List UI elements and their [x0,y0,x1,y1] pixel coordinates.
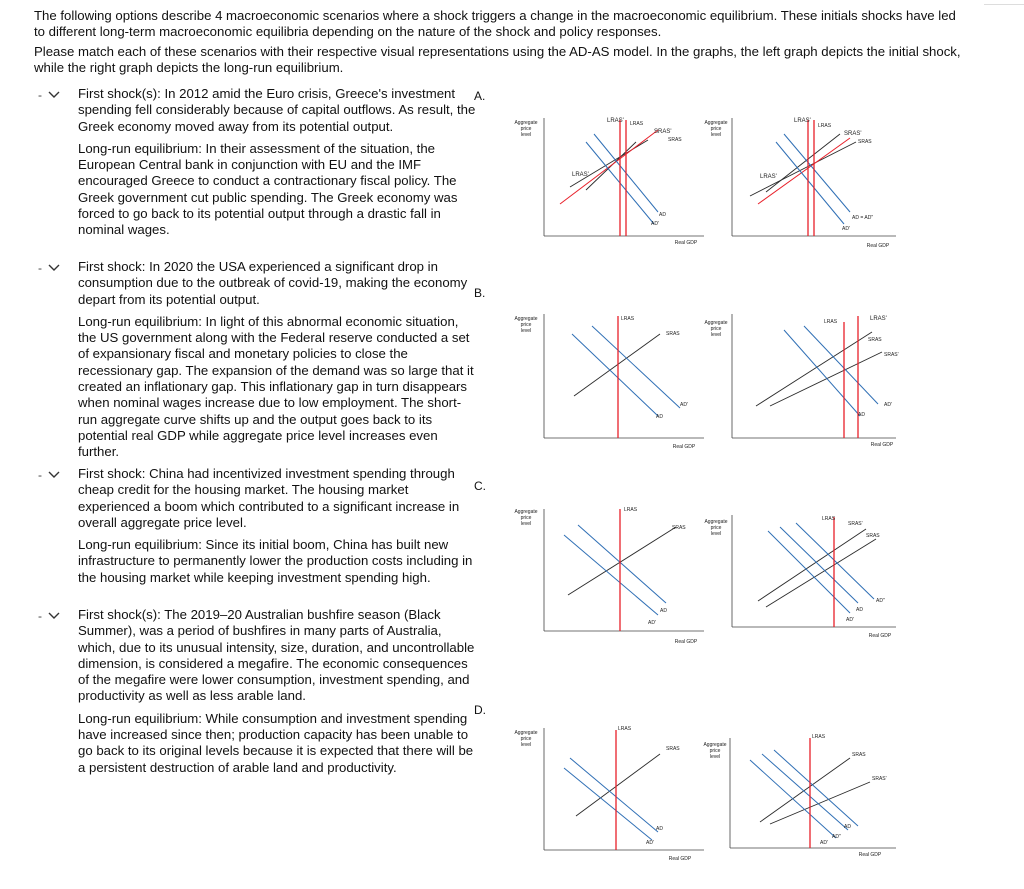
label-ad-prime: AD' [846,617,854,623]
y-axis-label-price: price [520,322,532,328]
y-axis-label-price: price [709,748,721,754]
y-axis-label-aggregate: Aggregate [514,120,538,126]
question-shock-text: First shock: China had incentivized investment spending through cheap credit for the housing market. The housing market experienced a boom which contributed to a significant increase in overall aggregate price level. [78,466,460,530]
x-axis-label: Real GDP [672,444,696,450]
sras-line [766,539,876,607]
top-right-edge [984,0,1024,5]
ad-prime-line [776,142,844,224]
label-sras: SRAS [666,331,680,337]
intro-paragraph-1: The following options describe 4 macroeconomic scenarios where a shock triggers a change in the macroeconomic equilibrium. These initials shocks have led to different long-term macroeconomic equilibria depending on the nature of the shock and policy responses. [34,8,956,39]
label-sras: SRAS [852,752,866,758]
option-label-d: D. [474,703,486,717]
label-sras: SRAS [672,525,686,531]
y-axis-label-level: level [709,754,721,760]
option-a-graph-left [508,112,708,247]
ad-line [768,531,850,613]
option-a-graph-right [700,112,900,254]
label-ad: AD [856,607,863,613]
label-ad-prime: AD' [648,620,656,626]
select-value: - [38,468,42,482]
question-longrun-text: Long-run equilibrium: While consumption and investment spending have increased since then; production capacity has been unable to go back to its original levels because it is expected that there will be a persistent destruction of arable land and productivity. [78,710,474,775]
option-label-b: B. [474,286,486,300]
label-lras-prime: LRAS' [794,118,811,124]
label-lras: LRAS [630,121,644,127]
option-c-graph-left [508,503,708,648]
label-sras: SRAS [858,139,872,145]
label-ad: AD [656,826,663,832]
label-lras: LRAS [621,316,635,322]
label-lras: LRAS [822,516,836,522]
sras-line-2 [570,140,648,187]
axes [544,118,704,236]
chevron-down-icon [48,612,60,620]
sras-prime-line [770,352,882,406]
label-ad-prime: AD' [842,226,850,232]
ad-double-prime-line [796,523,874,599]
y-axis-label-level: level [710,531,722,537]
axes [544,728,704,850]
option-d-graph-left [508,720,708,865]
y-axis-label-level: level [520,328,532,334]
select-value: - [38,88,42,102]
y-axis-label-price: price [520,126,532,132]
y-axis-label-aggregate: Aggregate [704,519,728,525]
y-axis-label-aggregate: Aggregate [514,730,538,736]
label-ad-equals: AD = AD'' [852,215,874,221]
question-shock-text: First shock(s): In 2012 amid the Euro crisis, Greece's investment spending fell considerably because of capital outflows. As result, the Greek economy moved away from its potential output. [78,86,476,134]
sras-prime-line [770,782,870,824]
label-ad: AD [659,212,666,218]
label-lras-prime-left: LRAS' [760,174,777,180]
option-b-graph-left [508,308,708,453]
label-lras: LRAS [824,319,838,325]
answer-select-1[interactable] [38,88,60,102]
y-axis-label-level: level [710,332,722,338]
chevron-down-icon [48,264,60,272]
y-axis-label-price: price [710,126,722,132]
axes [732,515,896,627]
label-ad: AD [844,824,851,830]
sras-line [576,754,660,816]
sras-line-2 [750,142,856,196]
x-axis-label: Real GDP [866,243,890,249]
label-lras-prime: LRAS' [607,118,624,124]
x-axis-label: Real GDP [870,442,894,448]
y-axis-label-level: level [520,132,532,138]
answer-select-4[interactable] [38,609,60,623]
x-axis-label: Real GDP [668,856,692,862]
y-axis-label-aggregate: Aggregate [514,316,538,322]
label-sras: SRAS [668,137,682,143]
label-ad-prime: AD' [651,221,659,227]
lras-shift-line [560,130,658,204]
label-lras: LRAS [624,507,638,513]
label-lras-prime: LRAS' [870,316,887,322]
select-value: - [38,261,42,275]
y-axis-label-aggregate: Aggregate [704,320,728,326]
y-axis-label-aggregate: Aggregate [514,509,538,515]
label-ad-prime: AD' [884,402,892,408]
question-shock-text: First shock: In 2020 the USA experienced a significant drop in consumption due to the outbreak of covid-19, making the economy depart from its potential output. [78,259,468,307]
ad-line [750,760,836,838]
label-lras: LRAS [818,123,832,129]
label-ad-prime: AD' [646,840,654,846]
ad-line [570,758,658,832]
label-sras-prime: SRAS' [654,129,672,135]
x-axis-label: Real GDP [674,240,698,246]
lras-shift-line [758,138,850,204]
sras-line [760,758,850,822]
label-sras-prime: SRAS' [884,352,899,358]
ad-prime-line [578,525,666,603]
label-ad-double-prime: AD'' [876,598,885,604]
option-label-a: A. [474,89,486,103]
label-lras-prime-left: LRAS' [572,172,589,178]
y-axis-label-level: level [520,742,532,748]
axes [544,314,704,438]
y-axis-label-price: price [520,736,532,742]
y-axis-label-price: price [710,326,722,332]
chevron-down-icon [48,471,60,479]
label-ad-double-prime: AD'' [832,834,841,840]
question-longrun-text: Long-run equilibrium: Since its initial boom, China has built new infrastructure to permanently lower the production costs including in the housing market while keeping investment spending high. [78,537,473,585]
y-axis-label-price: price [710,525,722,531]
label-ad-prime: AD' [680,402,688,408]
select-value: - [38,609,42,623]
sras-prime-line [758,529,866,601]
option-label-c: C. [474,479,486,493]
option-c-graph-right [700,503,910,648]
label-ad: AD [858,412,865,418]
option-b-graph-right [700,308,910,453]
intro-paragraph-2: Please match each of these scenarios with their respective visual representations using the AD-AS model. In the graphs, the left graph depicts the initial shock, while the right graph depicts the long-run equilibrium. [34,44,961,75]
x-axis-label: Real GDP [858,852,882,858]
y-axis-label-aggregate: Aggregate [704,120,728,126]
option-d-graph-right [700,720,910,865]
label-sras-prime: SRAS' [872,776,887,782]
ad-prime-line [564,768,652,840]
label-ad: AD [656,414,663,420]
y-axis-label-aggregate: Aggregate [703,742,727,748]
question-shock-text: First shock(s): The 2019–20 Australian bushfire season (Black Summer), was a period of bushfires in many parts of Australia, which, due to its unusual intensity, size, duration, and uncontrollable dimension, is considered a megafire. The economic consequences of the megafire were lower consumption, investment spending, and productivity as well as less arable land. [78,607,475,704]
sras-line [756,332,872,406]
label-sras: SRAS [866,533,880,539]
x-axis-label: Real GDP [674,639,698,645]
axes [730,738,896,848]
label-sras-prime: SRAS' [848,521,863,527]
label-sras-prime: SRAS' [844,131,862,137]
answer-select-3[interactable] [38,468,60,482]
y-axis-label-price: price [520,515,532,521]
sras-line [574,334,660,396]
label-lras: LRAS [618,726,632,732]
answer-select-2[interactable] [38,261,60,275]
ad-prime-line [762,754,848,830]
chevron-down-icon [48,91,60,99]
label-sras: SRAS [666,746,680,752]
label-lras: LRAS [812,734,826,740]
label-ad-prime: AD' [820,840,828,846]
y-axis-label-level: level [710,132,722,138]
x-axis-label: Real GDP [868,633,892,639]
question-longrun-text: Long-run equilibrium: In their assessment of the situation, the European Central bank in conjunction with EU and the IMF encouraged Greece to conduct a contractionary fiscal policy. The Greek government cut public spending. The Greek economy was forced to go back to its potential output through a drastic fall in nominal wages. [78,140,458,238]
label-ad: AD [660,608,667,614]
question-longrun-text: Long-run equilibrium: In light of this abnormal economic situation, the US government along with the Federal reserve conducted a set of expansionary fiscal and monetary policies to close the recessionary gap. The expansion of the demand was so large that it created an inflationary gap. This inflationary gap in turn disappears when nominal wages increase due to low employment. The short-run aggregate curve shifts up and the output goes back to its potential real GDP while aggregate price level increases even further. [78,313,474,460]
y-axis-label-level: level [520,521,532,527]
label-sras: SRAS [868,337,882,343]
